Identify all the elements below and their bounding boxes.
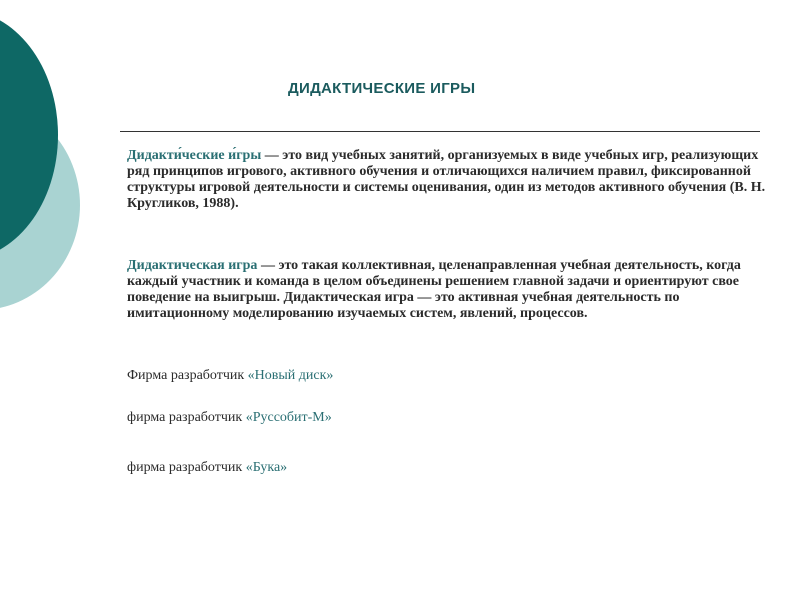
developer-name-1: «Новый диск»	[247, 368, 334, 383]
developer-line-2	[127, 410, 332, 426]
developer-line-1	[127, 368, 333, 384]
developer-line-3	[127, 460, 287, 476]
developer-label-2: фирма разработчик	[127, 410, 246, 425]
developer-label-1: Фирма разработчик	[127, 368, 248, 383]
title-divider	[120, 131, 760, 132]
developer-label-3: фирма разработчик	[127, 460, 246, 475]
definition-paragraph-2	[127, 258, 767, 322]
developer-name-2: «Руссобит-М»	[245, 410, 332, 425]
definition-term-1: Дидакти́ческие и́гры	[127, 148, 262, 163]
definition-term-2: Дидактическая игра	[127, 258, 258, 273]
slide-title: ДИДАКТИЧЕСКИЕ ИГРЫ	[288, 80, 476, 97]
developer-name-3: «Бука»	[245, 460, 288, 475]
definition-paragraph-1	[127, 148, 767, 212]
definition-text-1: — это вид учебных занятий, организуемых в виде учебных игр, реализующих ряд принципов игрового, активного обучения и отличающихся наличием правил, фиксированной структуры игровой деятельности и системы оценивания, один из методов активного обучения (В. Н. Кругликов, 1988).	[127, 148, 766, 211]
definition-text-2: — это такая коллективная, целенаправленная учебная деятельность, когда каждый участник и команда в целом объединены решением главной задачи и ориентируют свое поведение на выигрыш. Дидактическая игра — это активная учебная деятельность по имитационному моделированию изучаемых систем, явлений, процессов.	[127, 258, 741, 321]
